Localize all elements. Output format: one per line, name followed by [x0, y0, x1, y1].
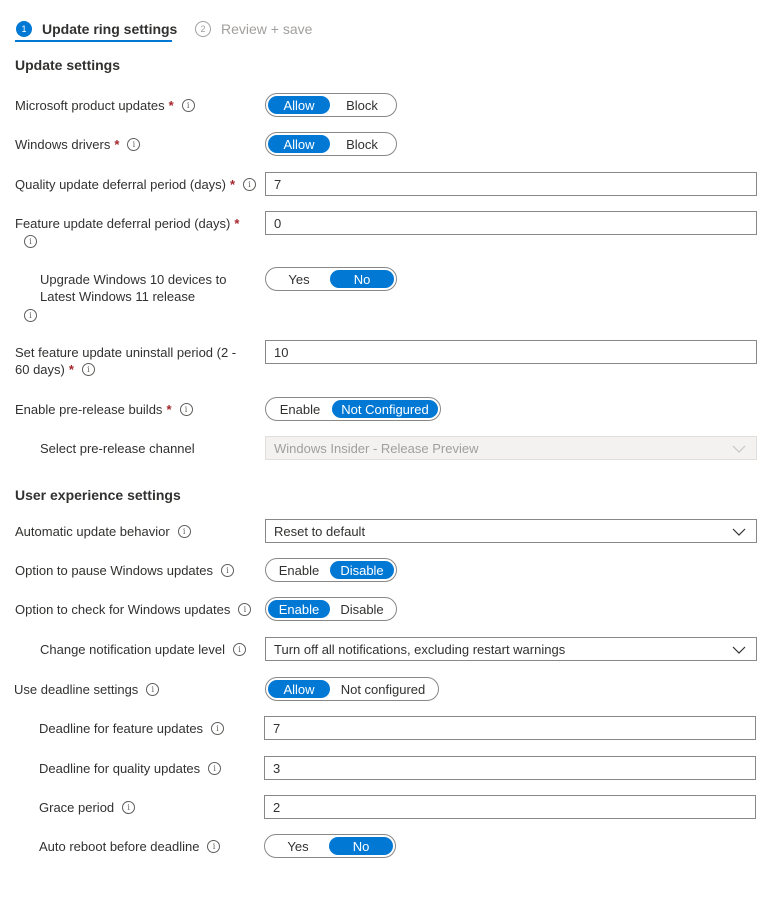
required-marker: * — [166, 402, 172, 417]
uninstall-period-label-line2: 60 days) * i — [15, 361, 95, 378]
feature-deferral-input[interactable]: 0 — [265, 211, 757, 235]
feature-deferral-info[interactable] — [24, 233, 37, 250]
quality-deferral-label: Quality update deferral period (days) * i — [15, 176, 256, 193]
info-icon[interactable]: i — [207, 840, 220, 853]
pause-updates-toggle[interactable] — [265, 558, 397, 582]
info-icon[interactable]: i — [82, 363, 95, 376]
deadline-settings-label: Use deadline settings i — [14, 681, 159, 698]
chevron-down-icon[interactable] — [732, 643, 746, 657]
grace-period-input[interactable]: 2 — [264, 795, 756, 819]
deadline-feature-label: Deadline for feature updates i — [39, 720, 224, 737]
enable-option[interactable]: Enable — [279, 401, 321, 417]
section-title-update-settings: Update settings — [15, 57, 121, 73]
info-icon[interactable]: i — [233, 643, 246, 656]
quality-deferral-input[interactable]: 7 — [265, 172, 757, 196]
info-icon[interactable]: i — [146, 683, 159, 696]
step-number-2: 2 — [195, 21, 211, 37]
active-tab-indicator — [15, 40, 172, 42]
uninstall-period-input[interactable]: 10 — [265, 340, 757, 364]
upgrade-win11-toggle[interactable] — [265, 267, 397, 291]
notification-level-value: Turn off all notifications, excluding restart warnings — [274, 641, 566, 657]
required-marker: * — [168, 98, 174, 113]
block-option[interactable]: Block — [346, 136, 378, 152]
uninstall-period-label-line1: Set feature update uninstall period (2 - — [15, 345, 237, 360]
prerelease-channel-label: Select pre-release channel — [40, 441, 195, 456]
prerelease-channel-dropdown — [265, 436, 757, 460]
notification-level-label: Change notification update level i — [40, 641, 246, 658]
step-number-1: 1 — [16, 21, 32, 37]
allow-option[interactable]: Allow — [268, 96, 330, 114]
auto-reboot-label: Auto reboot before deadline i — [39, 838, 220, 855]
upgrade-win11-label-line1: Upgrade Windows 10 devices to — [40, 272, 227, 287]
not-configured-option[interactable]: Not Configured — [332, 400, 438, 418]
tab-update-ring-settings[interactable] — [16, 17, 177, 41]
allow-option[interactable]: Allow — [268, 135, 330, 153]
windows-drivers-label: Windows drivers * i — [15, 136, 140, 153]
required-marker: * — [230, 177, 236, 192]
check-updates-label: Option to check for Windows updates i — [15, 601, 251, 618]
info-icon[interactable]: i — [122, 801, 135, 814]
deadline-quality-input[interactable]: 3 — [264, 756, 756, 780]
feature-deferral-label: Feature update deferral period (days) * — [15, 216, 240, 231]
tab-review-save[interactable] — [195, 17, 312, 41]
auto-update-behavior-value: Reset to default — [274, 523, 366, 539]
info-icon[interactable]: i — [182, 99, 195, 112]
tab-label: Review + save — [221, 21, 313, 37]
enable-option[interactable]: Enable — [268, 600, 330, 618]
disable-option[interactable]: Disable — [340, 601, 384, 617]
chevron-down-icon — [732, 442, 746, 456]
required-marker: * — [114, 137, 120, 152]
info-icon[interactable]: i — [24, 309, 37, 322]
block-option[interactable]: Block — [346, 97, 378, 113]
auto-update-behavior-dropdown[interactable] — [265, 519, 757, 543]
deadline-quality-label: Deadline for quality updates i — [39, 760, 221, 777]
info-icon[interactable]: i — [180, 403, 193, 416]
info-icon[interactable]: i — [208, 762, 221, 775]
info-icon[interactable]: i — [127, 138, 140, 151]
prerelease-builds-label: Enable pre-release builds * i — [15, 401, 193, 418]
info-icon[interactable]: i — [243, 178, 256, 191]
microsoft-product-updates-toggle[interactable] — [265, 93, 397, 117]
section-title-user-experience: User experience settings — [15, 487, 181, 503]
required-marker: * — [234, 216, 240, 231]
pause-updates-label: Option to pause Windows updates i — [15, 562, 234, 579]
no-option[interactable]: No — [329, 837, 393, 855]
microsoft-product-updates-label: Microsoft product updates * i — [15, 97, 195, 114]
prerelease-builds-toggle[interactable] — [265, 397, 441, 421]
deadline-settings-toggle[interactable] — [265, 677, 439, 701]
upgrade-win11-label-line2: Latest Windows 11 release — [40, 289, 196, 304]
auto-update-behavior-label: Automatic update behavior i — [15, 523, 191, 540]
tab-label: Update ring settings — [42, 21, 178, 37]
deadline-feature-input[interactable]: 7 — [264, 716, 756, 740]
grace-period-label: Grace period i — [39, 799, 135, 816]
notification-level-dropdown[interactable] — [265, 637, 757, 661]
disable-option[interactable]: Disable — [330, 561, 394, 579]
info-icon[interactable]: i — [24, 235, 37, 248]
check-updates-toggle[interactable] — [265, 597, 397, 621]
upgrade-win11-info[interactable] — [24, 307, 37, 324]
yes-option[interactable]: Yes — [287, 838, 309, 854]
prerelease-channel-value: Windows Insider - Release Preview — [274, 440, 479, 456]
auto-reboot-toggle[interactable] — [264, 834, 396, 858]
not-configured-option[interactable]: Not configured — [340, 681, 426, 697]
enable-option[interactable]: Enable — [278, 562, 320, 578]
windows-drivers-toggle[interactable] — [265, 132, 397, 156]
allow-option[interactable]: Allow — [268, 680, 330, 698]
yes-option[interactable]: Yes — [288, 271, 310, 287]
info-icon[interactable]: i — [238, 603, 251, 616]
no-option[interactable]: No — [330, 270, 394, 288]
info-icon[interactable]: i — [221, 564, 234, 577]
required-marker: * — [68, 362, 74, 377]
info-icon[interactable]: i — [211, 722, 224, 735]
info-icon[interactable]: i — [178, 525, 191, 538]
chevron-down-icon[interactable] — [732, 525, 746, 539]
